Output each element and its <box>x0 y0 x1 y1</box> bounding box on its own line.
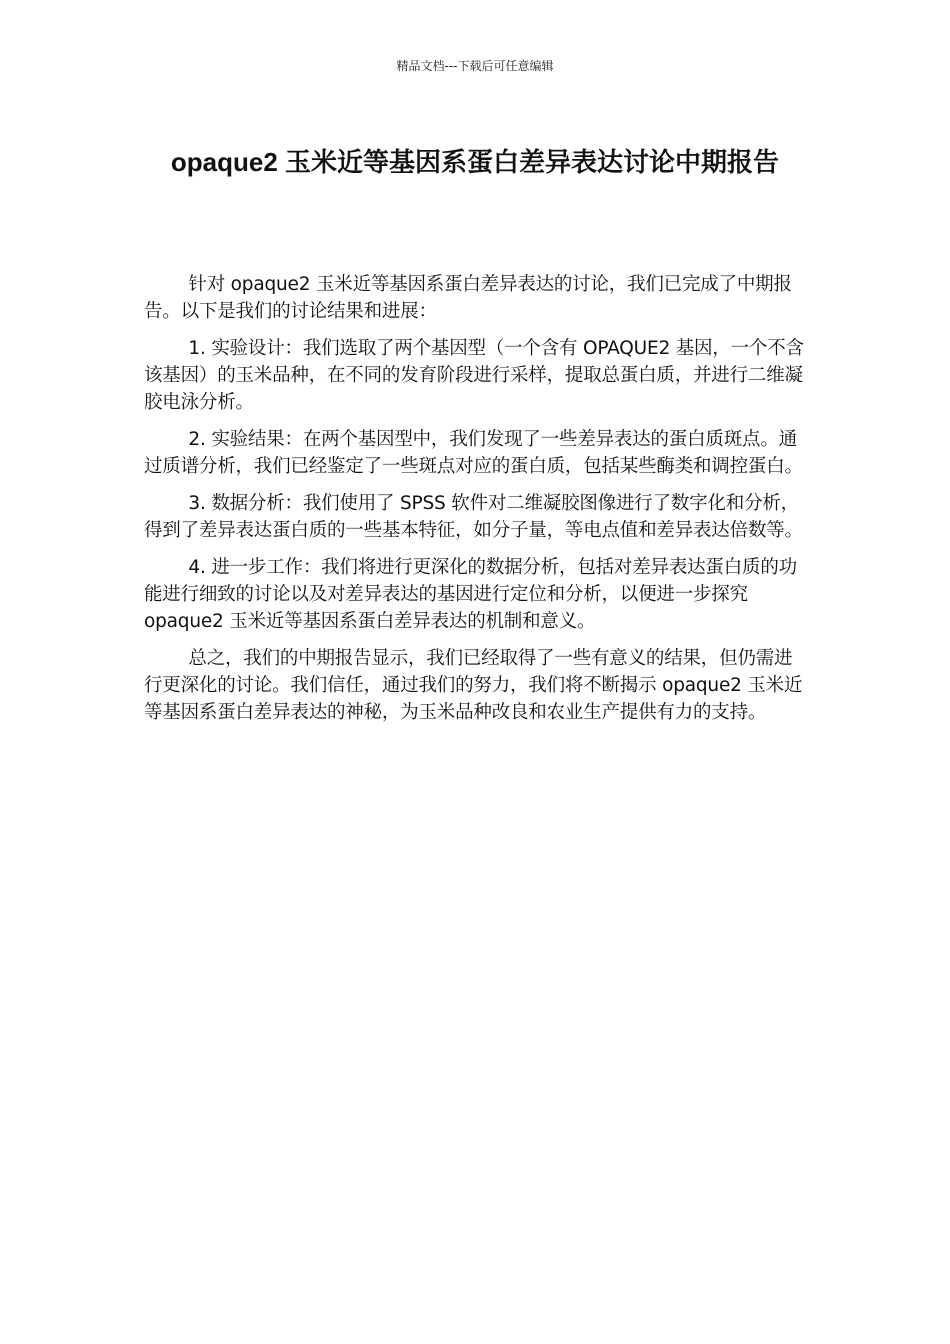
data-analysis-paragraph: 3. 数据分析：我们使用了 SPSS 软件对二维凝胶图像进行了数字化和分析，得到了差异表达蛋白质的一些基本特征，如分子量，等电点值和差异表达倍数等。 <box>144 493 803 541</box>
further-work-paragraph: 4. 进一步工作：我们将进行更深化的数据分析，包括对差异表达蛋白质的功能进行细致的讨论以及对差异表达的基因进行定位和分析，以便进一步探究 opaque2 玉米近等基因系蛋白差异表达的机制和意义。 <box>144 557 797 632</box>
page-header: 精品文档---下载后可任意编辑 <box>396 59 554 73</box>
intro-paragraph: 针对 opaque2 玉米近等基因系蛋白差异表达的讨论，我们已完成了中期报告。以下是我们的讨论结果和进展： <box>144 274 792 322</box>
experiment-design-paragraph: 1. 实验设计：我们选取了两个基因型（一个含有 OPAQUE2 基因，一个不含该基因）的玉米品种，在不同的发育阶段进行采样，提取总蛋白质，并进行二维凝胶电泳分析。 <box>144 338 804 413</box>
experiment-results-paragraph: 2. 实验结果：在两个基因型中，我们发现了一些差异表达的蛋白质斑点。通过质谱分析，我们已经鉴定了一些斑点对应的蛋白质，包括某些酶类和调控蛋白。 <box>144 429 803 477</box>
document-title: opaque2 玉米近等基因系蛋白差异表达讨论中期报告 <box>170 147 780 177</box>
conclusion-paragraph: 总之，我们的中期报告显示，我们已经取得了一些有意义的结果，但仍需进行更深化的讨论。我们信任，通过我们的努力，我们将不断揭示 opaque2 玉米近等基因系蛋白差异表达的神秘，为玉米品种改良和农业生产提供有力的支持。 <box>144 648 803 723</box>
document-body <box>144 271 810 736</box>
